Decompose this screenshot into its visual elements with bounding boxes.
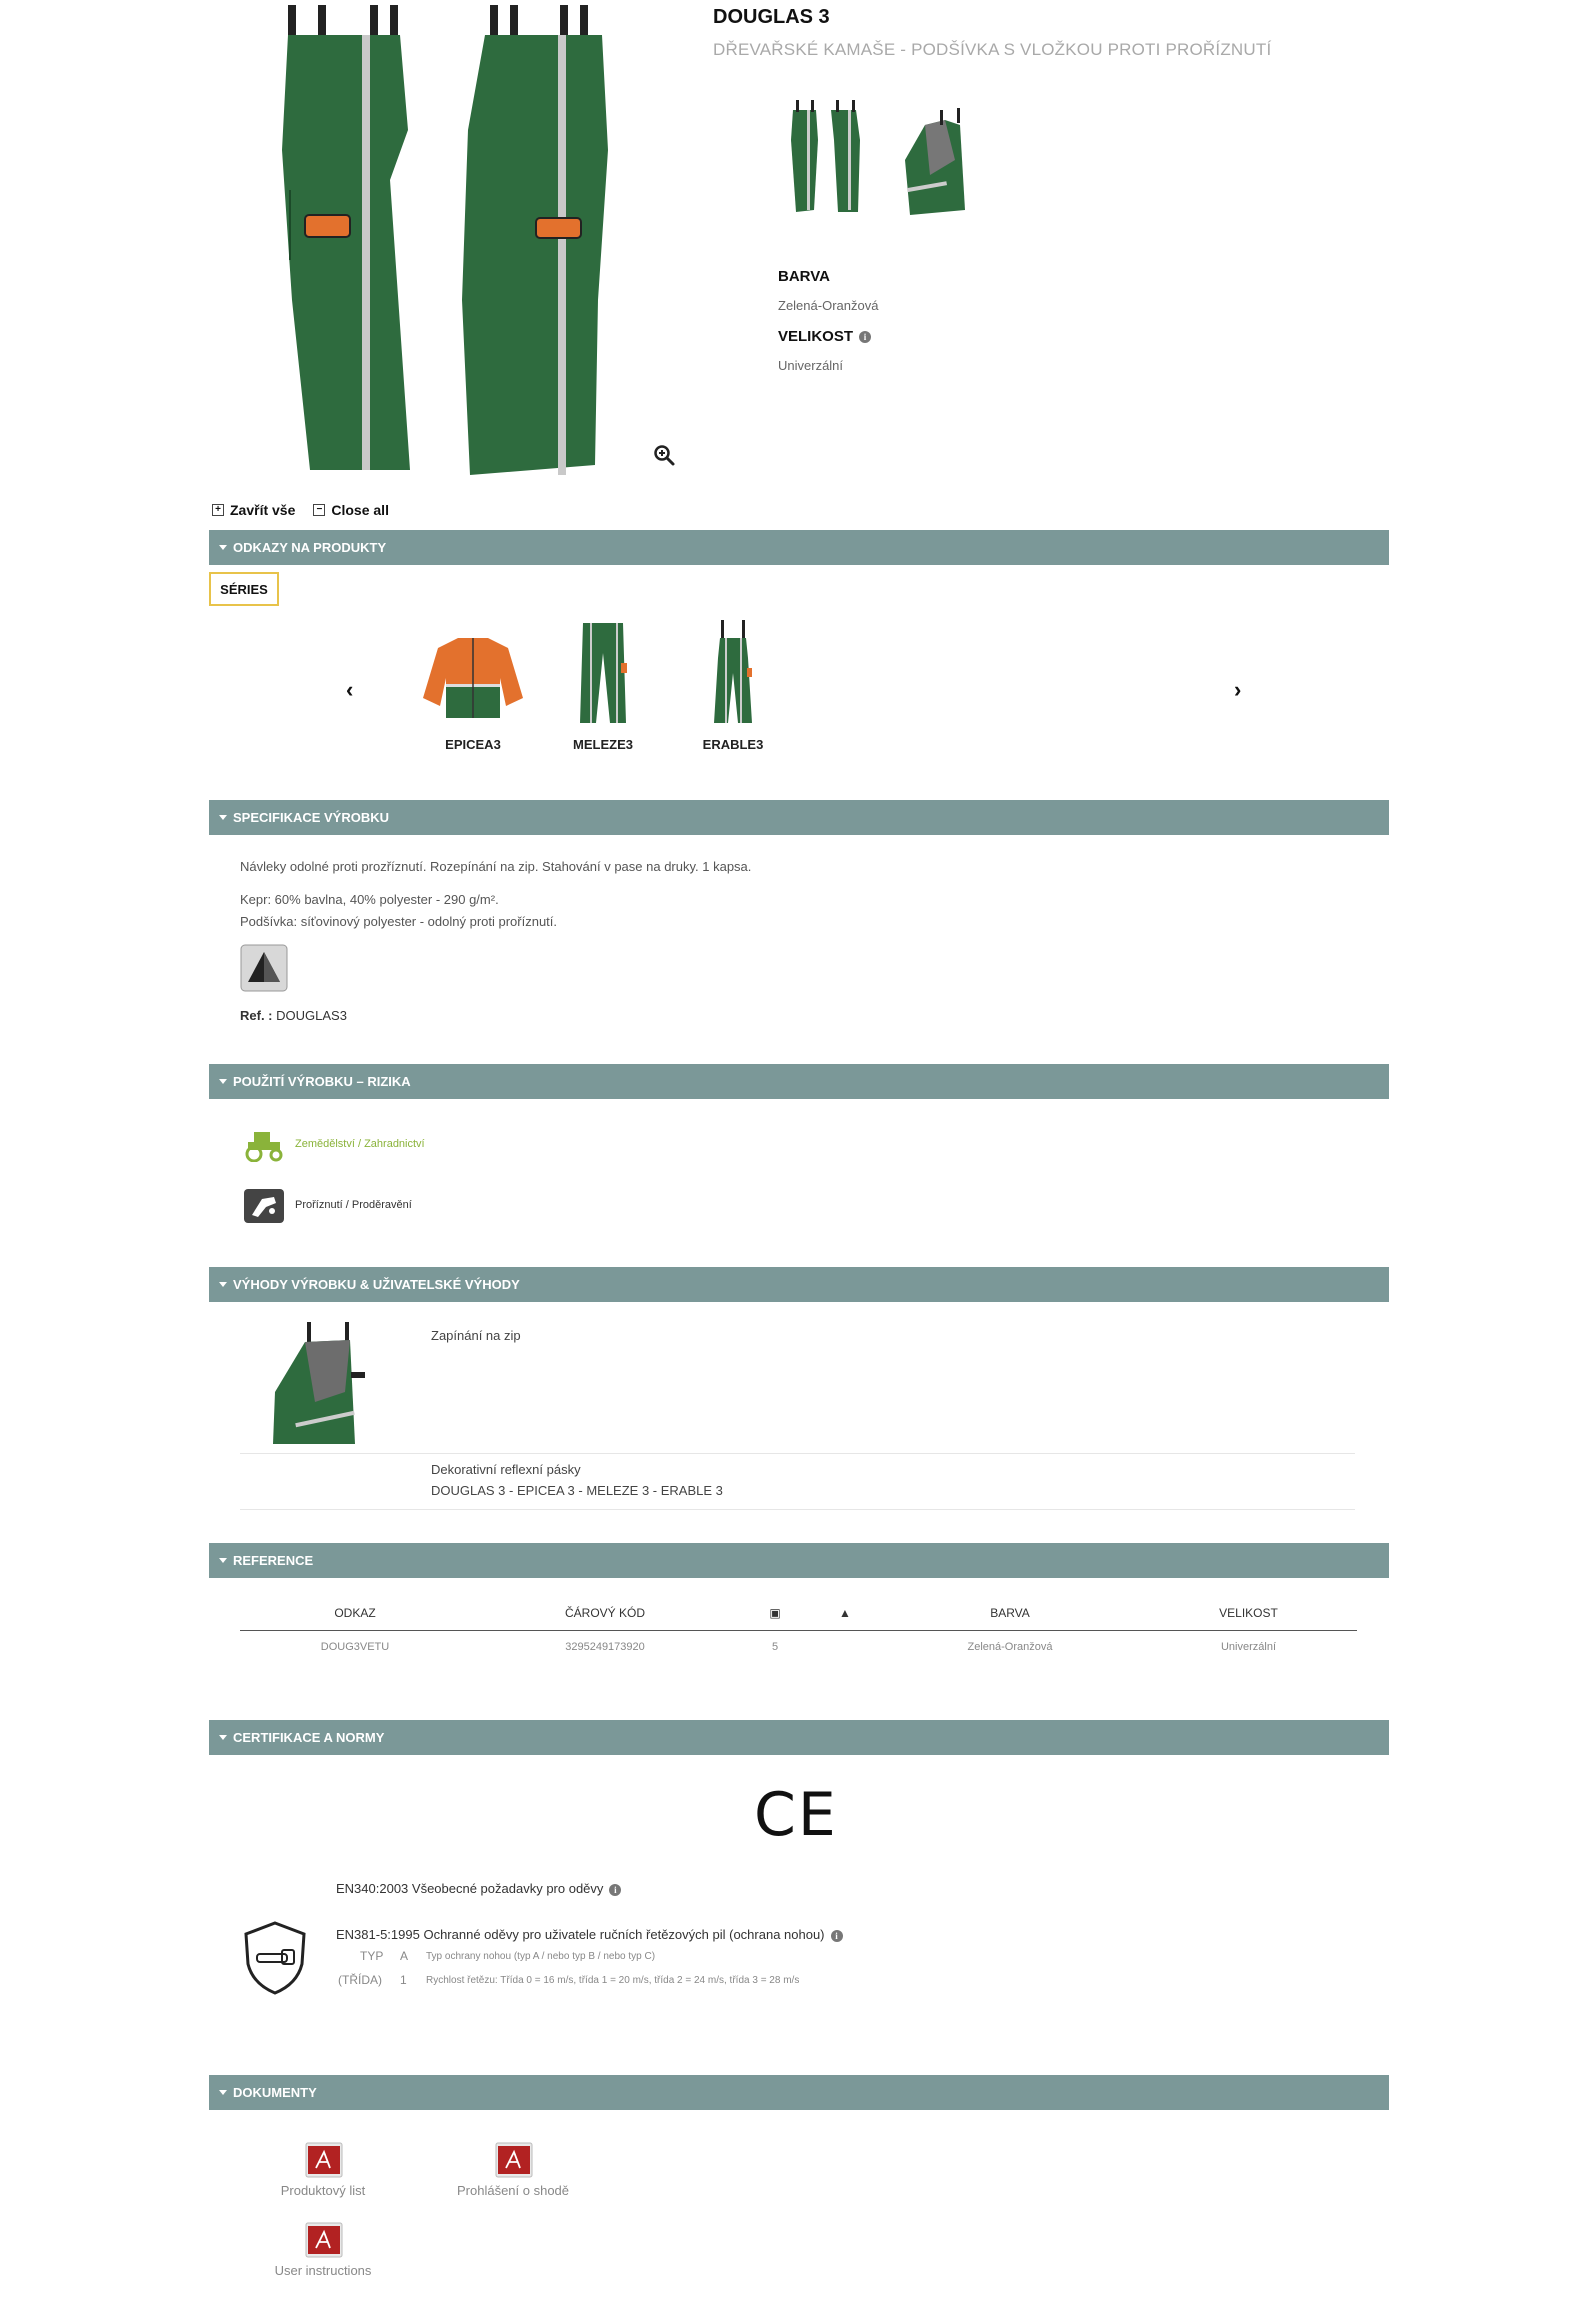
prev-arrow-icon[interactable]: ‹: [346, 677, 354, 702]
section-spec-header[interactable]: [209, 800, 1389, 835]
col-barcode: ČÁROVÝ KÓD: [470, 1596, 740, 1631]
series-button[interactable]: SÉRIES: [209, 572, 279, 606]
document-link[interactable]: [433, 2140, 593, 2198]
col-size: VELIKOST: [1140, 1596, 1357, 1631]
section-title: DOKUMENTY: [233, 2085, 317, 2100]
trida-description: Rychlost řetězu: Třída 0 = 16 m/s, třída 1 = 20 m/s, třída 2 = 24 m/s, třída 3 = 28 m/s: [426, 1975, 800, 1986]
zoom-icon[interactable]: [652, 443, 676, 467]
norm-en381: [336, 1927, 843, 1942]
caret-down-icon: [219, 1079, 227, 1084]
col-odkaz: ODKAZ: [240, 1596, 470, 1631]
tractor-icon: [242, 1128, 286, 1162]
norm-en340: [336, 1881, 621, 1896]
table-header-row: [240, 1596, 1357, 1631]
cell-size: Univerzální: [1220, 1641, 1277, 1653]
typ-value: A: [400, 1949, 409, 1963]
product-title: DOUGLAS 3: [713, 6, 830, 28]
info-icon[interactable]: i: [859, 331, 871, 343]
info-icon[interactable]: i: [609, 1884, 621, 1896]
section-docs-header[interactable]: [209, 2075, 1389, 2110]
close-all-link[interactable]: Close all: [331, 502, 389, 518]
related-product[interactable]: [543, 618, 663, 752]
related-product[interactable]: [673, 618, 793, 752]
section-title: VÝHODY VÝROBKU & UŽIVATELSKÉ VÝHODY: [233, 1277, 520, 1292]
plus-icon: +: [212, 504, 224, 516]
minus-icon: −: [313, 504, 325, 516]
document-link[interactable]: [243, 2220, 403, 2278]
size-value: Univerzální: [778, 358, 844, 373]
trousers-image: [548, 618, 658, 728]
overalls-image: [678, 618, 788, 728]
col-unit: [810, 1596, 880, 1631]
document-link[interactable]: [243, 2140, 403, 2198]
caret-down-icon: [219, 545, 227, 550]
benefit-divider: [240, 1453, 1355, 1454]
caret-down-icon: [219, 1282, 227, 1287]
ref-label: Ref. :: [240, 1008, 273, 1023]
table-row: [240, 1631, 1357, 1664]
product-main-image[interactable]: [270, 0, 690, 480]
related-label: ERABLE3: [702, 737, 764, 752]
benefit-reflective: Dekorativní reflexní pásky: [431, 1462, 581, 1477]
color-label: BARVA: [778, 268, 830, 285]
pdf-icon: [490, 2140, 536, 2180]
spec-fabric: Kepr: 60% bavlna, 40% polyester - 290 g/m².: [240, 892, 499, 907]
caret-down-icon: [219, 1735, 227, 1740]
benefit-series: DOUGLAS 3 - EPICEA 3 - MELEZE 3 - ERABLE 3: [431, 1483, 723, 1498]
brand-logo-icon: [240, 944, 288, 992]
risk-agriculture: Zemědělství / Zahradnictví: [295, 1138, 425, 1150]
ce-mark: CE: [754, 1780, 838, 1850]
cut-risk-icon: [244, 1189, 284, 1223]
spec-ref: [240, 1008, 347, 1023]
col-package: [740, 1596, 810, 1631]
color-value: Zelená-Oranžová: [778, 298, 879, 313]
caret-down-icon: [219, 815, 227, 820]
cell-unit: [810, 1631, 880, 1664]
section-links-header[interactable]: [209, 530, 1389, 565]
document-label: Prohlášení o shodě: [456, 2183, 570, 2198]
spec-description: Návleky odolné proti prozříznutí. Rozepínání na zip. Stahování v pase na druky. 1 kapsa.: [240, 859, 752, 874]
open-all-link[interactable]: Zavřít vše: [230, 502, 296, 518]
cell-package: 5: [771, 1641, 779, 1653]
jacket-image: [418, 618, 528, 728]
size-label-text: VELIKOST: [778, 328, 854, 345]
pdf-icon: [300, 2140, 346, 2180]
document-label: User instructions: [274, 2263, 372, 2278]
norm-en381-text: EN381-5:1995 Ochranné oděvy pro uživatele ručních řetězových pil (ochrana nohou): [336, 1927, 825, 1942]
section-title: REFERENCE: [233, 1553, 314, 1568]
section-title: ODKAZY NA PRODUKTY: [233, 540, 387, 555]
section-cert-header[interactable]: [209, 1720, 1389, 1755]
section-benefits-header[interactable]: [209, 1267, 1389, 1302]
risk-cut: Proříznutí / Proděravění: [295, 1199, 412, 1211]
info-icon[interactable]: i: [831, 1930, 843, 1942]
document-label: Produktový list: [280, 2183, 366, 2198]
caret-down-icon: [219, 2090, 227, 2095]
cell-barcode: 3295249173920: [565, 1641, 645, 1653]
person-icon: ▲: [839, 1606, 851, 1620]
pdf-icon: [300, 2220, 346, 2260]
col-color: BARVA: [880, 1596, 1140, 1631]
thumbnail-front[interactable]: [776, 100, 876, 230]
norm-en340-text: EN340:2003 Všeobecné požadavky pro oděvy: [336, 1881, 604, 1896]
benefit-divider: [240, 1509, 1355, 1510]
spec-lining: Podšívka: síťovinový polyester - odolný proti proříznutí.: [240, 914, 558, 929]
box-icon: ▣: [769, 1606, 781, 1620]
section-title: SPECIFIKACE VÝROBKU: [233, 810, 390, 825]
trida-value: 1: [400, 1973, 407, 1987]
size-label: [778, 328, 871, 345]
benefit-zip: Zapínání na zip: [431, 1328, 521, 1343]
trida-label: (TŘÍDA): [338, 1973, 382, 1987]
typ-label: TYP: [360, 1949, 384, 1963]
typ-description: Typ ochrany nohou (typ A / nebo typ B / nebo typ C): [426, 1951, 656, 1962]
related-product[interactable]: [413, 618, 533, 752]
section-reference-header[interactable]: [209, 1543, 1389, 1578]
caret-down-icon: [219, 1558, 227, 1563]
section-usage-header[interactable]: [209, 1064, 1389, 1099]
benefit-image: [265, 1322, 375, 1447]
cell-color: Zelená-Oranžová: [967, 1641, 1053, 1653]
ref-value: DOUGLAS3: [276, 1008, 347, 1023]
cell-ref: DOUG3VETU: [320, 1641, 390, 1653]
section-title: POUŽITÍ VÝROBKU – RIZIKA: [233, 1074, 411, 1089]
related-label: MELEZE3: [573, 737, 633, 752]
expand-toggles: [212, 502, 389, 518]
section-title: CERTIFIKACE A NORMY: [233, 1730, 385, 1745]
next-arrow-icon[interactable]: ›: [1234, 677, 1242, 702]
reference-table: [240, 1596, 1357, 1663]
thumbnail-side[interactable]: [885, 100, 985, 230]
related-label: EPICEA3: [445, 737, 501, 752]
chainsaw-shield-icon: [242, 1920, 308, 1996]
product-subtitle: DŘEVAŘSKÉ KAMAŠE - PODŠÍVKA S VLOŽKOU PROTI PROŘÍZNUTÍ: [713, 40, 1272, 59]
